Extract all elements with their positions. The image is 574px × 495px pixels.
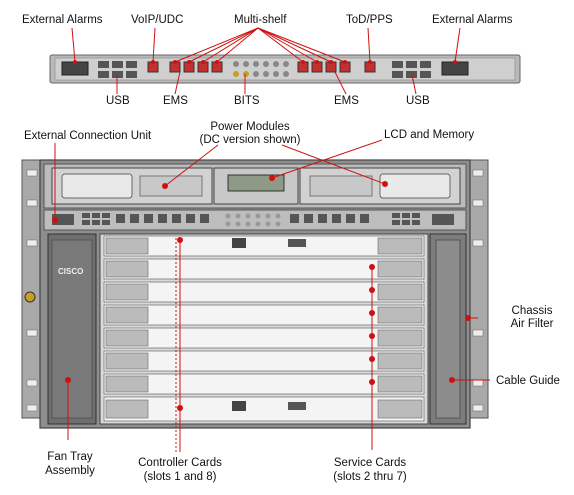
- label-power-modules-line1: Power Modules: [210, 121, 290, 133]
- label-multi-shelf: Multi-shelf: [234, 14, 287, 26]
- label-usb-left: USB: [106, 95, 130, 107]
- label-power-modules-line2: (DC version shown): [199, 134, 301, 146]
- label-usb-right: USB: [406, 95, 430, 107]
- ecu-panel: [50, 55, 520, 83]
- label-fan-tray-line2: Assembly: [45, 465, 95, 477]
- label-fan-tray-line1: Fan Tray: [47, 451, 93, 463]
- label-controller-cards-line2: (slots 1 and 8): [143, 471, 217, 483]
- label-ems-left: EMS: [163, 95, 188, 107]
- label-ems-right: EMS: [334, 95, 359, 107]
- label-bits: BITS: [234, 95, 260, 107]
- label-voip-udc: VoIP/UDC: [131, 14, 184, 26]
- label-cable-guide: Cable Guide: [496, 375, 560, 387]
- label-external-alarms-right: External Alarms: [432, 14, 513, 26]
- cards: [104, 236, 424, 421]
- label-controller-cards-line1: Controller Cards: [138, 457, 222, 469]
- label-external-connection-unit: External Connection Unit: [24, 130, 152, 142]
- label-service-cards-line2: (slots 2 thru 7): [333, 471, 407, 483]
- fan-tray-brand: CISCO: [58, 267, 84, 276]
- lcd-screen: [228, 175, 284, 191]
- label-tod-pps: ToD/PPS: [346, 14, 393, 26]
- label-chassis-air-filter-line2: Air Filter: [510, 318, 554, 330]
- chassis: [22, 160, 488, 428]
- label-chassis-air-filter-line1: Chassis: [511, 305, 553, 317]
- label-external-alarms-left: External Alarms: [22, 14, 103, 26]
- label-lcd-and-memory: LCD and Memory: [384, 129, 475, 141]
- label-service-cards-line1: Service Cards: [333, 457, 407, 469]
